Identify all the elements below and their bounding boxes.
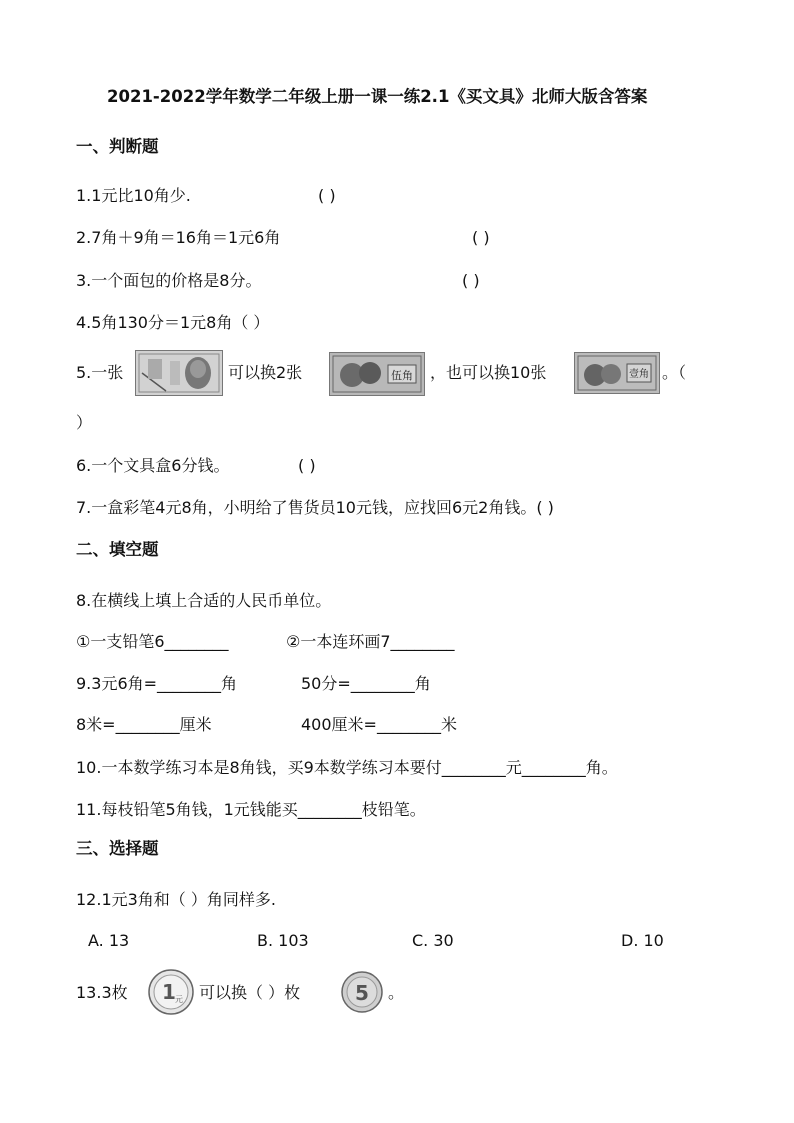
- question-2: 2.7角＋9角＝16角＝1元6角: [76, 228, 281, 247]
- question-13-part-2: 可以换（ ）枚: [199, 983, 301, 1002]
- question-10: 10.一本数学练习本是8角钱，买9本数学练习本要付________元________角。: [76, 758, 618, 777]
- question-5-line-2: ）: [76, 413, 93, 432]
- question-5-part-3: ，也可以换10张: [430, 363, 547, 382]
- question-9-row-2-part-2: 400厘米=________米: [301, 715, 457, 734]
- question-12-option-c: C. 30: [412, 931, 454, 950]
- question-6-answer-paren: ( ): [298, 456, 316, 475]
- question-8: 8.在横线上填上合适的人民币单位。: [76, 591, 332, 610]
- five-jiao-coin-value: 5: [355, 981, 369, 1005]
- question-5-part-1: 5.一张: [76, 363, 124, 382]
- question-13-part-3: 。: [388, 983, 405, 1002]
- one-yuan-coin-image: [148, 969, 194, 1015]
- one-jiao-banknote-label: 壹角: [629, 369, 649, 380]
- question-12: 12.1元3角和（ ）角同样多.: [76, 890, 276, 909]
- question-5-part-2: 可以换2张: [228, 363, 303, 382]
- one-yuan-banknote-image: [135, 350, 223, 396]
- section-heading-judgement: 一、判断题: [76, 137, 159, 156]
- five-jiao-banknote-image: [329, 352, 425, 396]
- five-jiao-coin-image: [341, 971, 383, 1013]
- question-13-part-1: 13.3枚: [76, 983, 128, 1002]
- question-2-answer-paren: ( ): [472, 228, 490, 247]
- one-yuan-coin-unit: 元: [175, 995, 183, 1004]
- section-heading-choice: 三、选择题: [76, 839, 159, 858]
- section-heading-fill-in: 二、填空题: [76, 540, 159, 559]
- one-yuan-coin-value: 1: [162, 980, 176, 1004]
- question-12-option-d: D. 10: [621, 931, 664, 950]
- question-12-option-a: A. 13: [88, 931, 130, 950]
- one-jiao-banknote-image: [574, 352, 660, 394]
- question-3: 3.一个面包的价格是8分。: [76, 271, 262, 290]
- question-8-item-2: ②一本连环画7________: [286, 632, 455, 651]
- question-11: 11.每枝铅笔5角钱，1元钱能买________枝铅笔。: [76, 800, 426, 819]
- page-title: 2021-2022学年数学二年级上册一课一练2.1《买文具》北师大版含答案: [107, 87, 648, 106]
- question-9-row-2: 8米=________厘米: [76, 715, 212, 734]
- five-jiao-banknote-label: 伍角: [391, 369, 413, 382]
- question-5-part-4: 。（: [662, 363, 687, 382]
- question-1: 1.1元比10角少.: [76, 186, 191, 205]
- question-1-answer-paren: ( ): [318, 186, 336, 205]
- question-12-option-b: B. 103: [257, 931, 309, 950]
- question-9: 9.3元6角=________角: [76, 674, 238, 693]
- question-4: 4.5角130分＝1元8角（ ）: [76, 313, 270, 332]
- question-6: 6.一个文具盒6分钱。: [76, 456, 230, 475]
- question-9-part-2: 50分=________角: [301, 674, 431, 693]
- question-3-answer-paren: ( ): [462, 271, 480, 290]
- question-7: 7.一盒彩笔4元8角，小明给了售货员10元钱，应找回6元2角钱。( ): [76, 498, 554, 517]
- question-8-item-1: ①一支铅笔6________: [76, 632, 229, 651]
